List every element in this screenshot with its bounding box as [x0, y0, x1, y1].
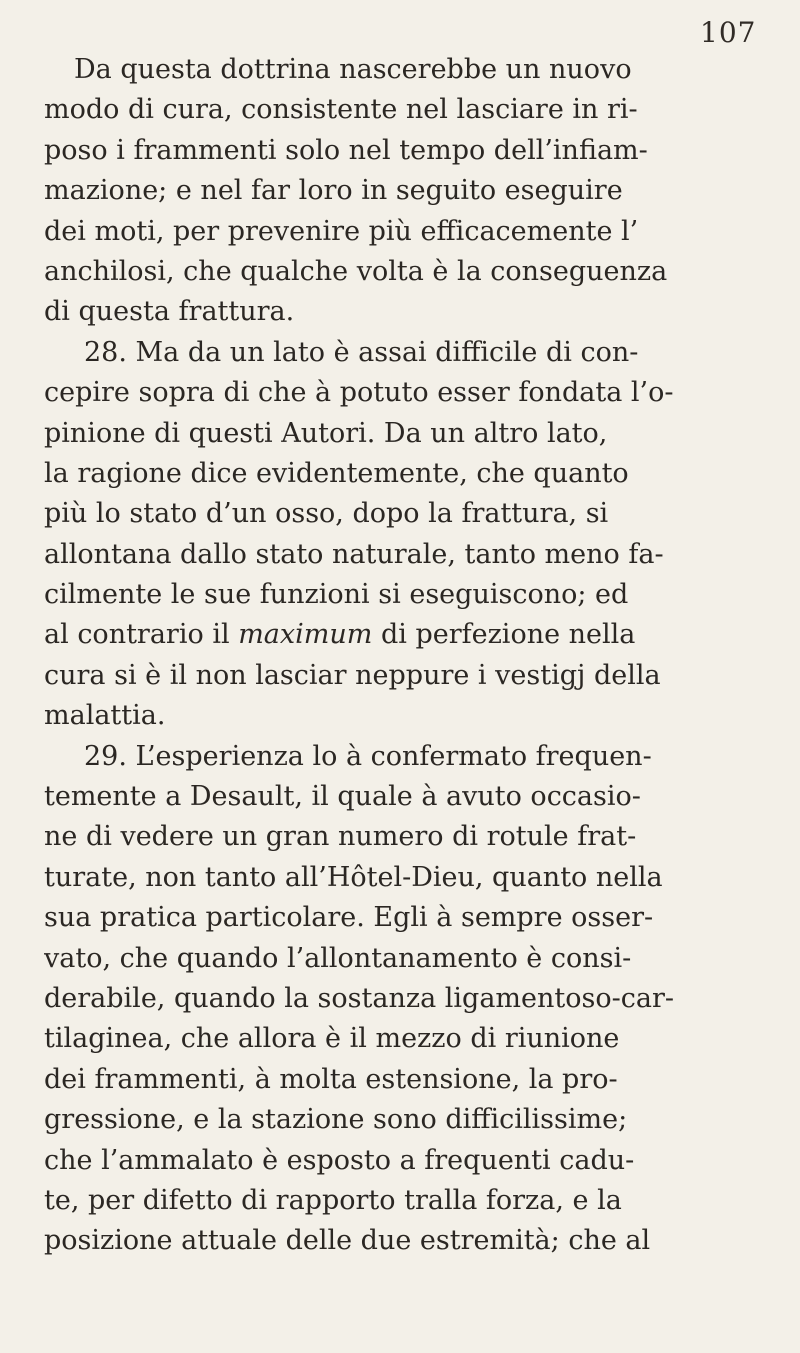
text-line: cura si è il non lasciar neppure i vestigj della [44, 659, 661, 691]
text-line: ne di vedere un gran numero di rotule frat- [44, 821, 637, 853]
body-text [44, 50, 774, 1262]
text-line: poso i frammenti solo nel tempo dell’infiam- [44, 134, 648, 166]
text-line [44, 615, 774, 655]
page-number: 107 [700, 16, 757, 49]
text-fragment: di perfezione nella [380, 619, 636, 651]
text-line: posizione attuale delle due estremità; che al [44, 1225, 651, 1257]
text-line: 28. Ma da un lato è assai difficile di con- [84, 336, 639, 368]
text-line: la ragione dice evidentemente, che quanto [44, 457, 629, 489]
text-fragment: al contrario il [44, 619, 230, 651]
text-line: cepire sopra di che à potuto esser fondata l’o- [44, 377, 674, 409]
text-line: mazione; e nel far loro in seguito eseguire [44, 175, 623, 207]
text-line: derabile, quando la sostanza ligamentoso-car- [44, 982, 674, 1014]
text-line: modo di cura, consistente nel lasciare in ri- [44, 94, 638, 126]
text-line: gressione, e la stazione sono difficilissime; [44, 1104, 628, 1136]
text-line: che l’ammalato è esposto a frequenti cadu- [44, 1144, 635, 1176]
text-line: turate, non tanto all’Hôtel-Dieu, quanto nella [44, 861, 663, 893]
text-line: dei moti, per prevenire più efficacemente l’ [44, 215, 639, 247]
text-line: allontana dallo stato naturale, tanto meno fa- [44, 538, 664, 570]
text-line: dei frammenti, à molta estensione, la pro- [44, 1063, 618, 1095]
text-line: cilmente le sue funzioni si eseguiscono; ed [44, 579, 629, 611]
text-line: di questa frattura. [44, 296, 295, 328]
text-line: te, per difetto di rapporto tralla forza, e la [44, 1184, 622, 1216]
text-line: pinione di questi Autori. Da un altro lato, [44, 417, 608, 449]
text-line: vato, che quando l’allontanamento è consi- [44, 942, 632, 974]
text-line: più lo stato d’un osso, dopo la frattura, si [44, 498, 609, 530]
text-line: sua pratica particolare. Egli à sempre osser- [44, 902, 654, 934]
text-line: temente a Desault, il quale à avuto occasio- [44, 781, 641, 813]
text-line: malattia. [44, 700, 166, 732]
text-line: tilaginea, che allora è il mezzo di riunione [44, 1023, 620, 1055]
italic-term: maximum [238, 619, 373, 651]
text-line: anchilosi, che qualche volta è la conseguenza [44, 255, 668, 287]
text-line: Da questa dottrina nascerebbe un nuovo [74, 54, 632, 85]
text-line: 29. L’esperienza lo à confermato frequen- [84, 740, 652, 772]
